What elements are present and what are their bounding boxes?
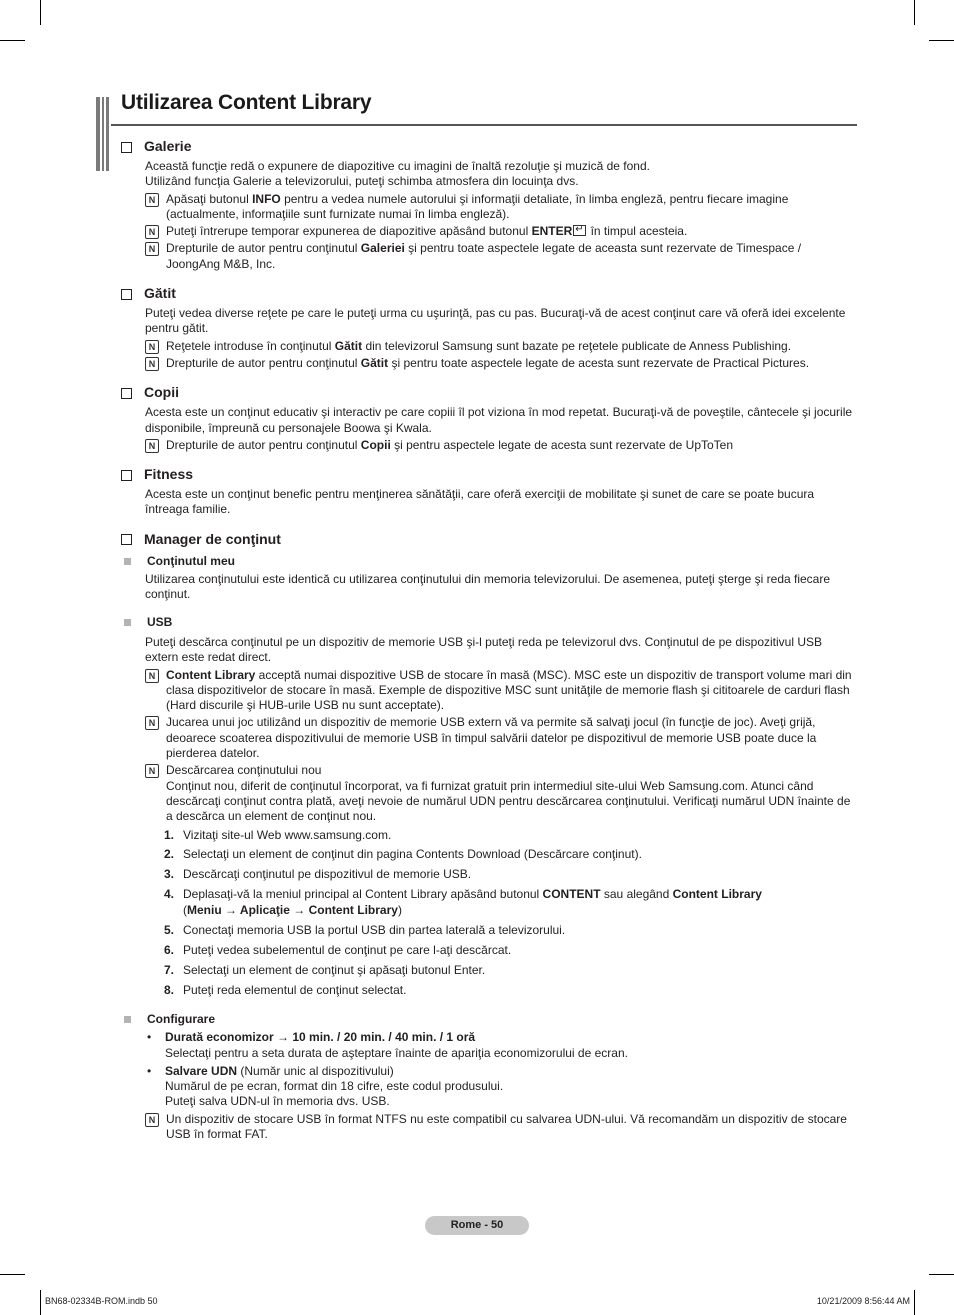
note-bold: Copii [360, 437, 391, 452]
bullet-text: Selectaţi pentru a seta durata de aşteptare înainte de apariţia economizorului de ecran. [165, 1045, 628, 1060]
note [145, 356, 857, 371]
paragraph: Puteţi vedea diverse reţete pe care le puteţi urma cu uşurinţă, pas cu pas. Bucuraţi-vă de acest conţinut care vă oferă idei excelente pentru gătit. [145, 306, 846, 336]
crop-mark [0, 40, 25, 41]
footer-datetime: 10/21/2009 8:56:44 AM [816, 1296, 910, 1306]
note-icon: N [145, 242, 159, 256]
subsection-heading: USB [147, 614, 173, 629]
square-bullet-icon [121, 470, 132, 481]
section-galerie [121, 137, 857, 272]
section-heading: Manager de conţinut [144, 530, 281, 547]
title-divider [111, 124, 857, 126]
note-icon: N [145, 764, 159, 778]
note [145, 339, 857, 354]
note-icon: N [145, 357, 159, 371]
step-text: Conectaţi memoria USB la portul USB din partea laterală a televizorului. [183, 922, 566, 937]
section-fitness [121, 465, 857, 518]
paragraph: Această funcţie redă o expunere de diapozitive cu imagini de înaltă rezoluţie şi muzică de fond. [145, 159, 650, 173]
section-gatit [121, 284, 857, 371]
bullet-bold: 10 min. / 20 min. / 40 min. / 1 oră [292, 1030, 476, 1045]
list-item [164, 983, 857, 998]
step-text: Selectaţi un element de conţinut şi apăsaţi butonul Enter. [183, 962, 486, 977]
enter-icon [573, 225, 586, 236]
note-bold: Galeriei [360, 241, 405, 256]
bullet-text: Puteţi salva UDN-ul în memoria dvs. USB. [165, 1094, 390, 1109]
square-bullet-icon [121, 142, 132, 153]
title-decoration [96, 97, 110, 171]
paragraph: Puteţi descărca conţinutul pe un dispozitiv de memorie USB şi-l puteţi reda pe televizorul dvs. Conţinutul de pe dispozitivul USB extern este redat direct. [145, 634, 823, 665]
crop-mark [914, 1290, 915, 1315]
bullet-dot-icon: • [147, 1063, 152, 1078]
step-number: 3. [164, 867, 175, 882]
note-text: Un dispozitiv de stocare USB în format NTFS nu este compatibil cu salvarea UDN-ului. Vă recomandăm un dispozitiv de stocare USB în format FAT. [166, 1111, 847, 1142]
note-text: Conţinut nou, diferit de conţinutul încorporat, va fi furnizat gratuit prin intermediul site-ului Web Samsung.com. Atunci când descărcaţi conţinut contra plată, aveţi nevoie de numărul UDN pentru descărcarea conţinutului. Verificaţi numărul UDN înainte de a descărca un element de conţinut nou. [166, 778, 851, 824]
crop-mark [40, 0, 41, 25]
note-icon: N [145, 193, 159, 207]
paragraph: Utilizarea conţinutului este identică cu utilizarea conţinutului din memoria televizorului. De asemenea, puteţi şterge şi reda fiecare conţinut. [145, 572, 831, 602]
section-heading: Galerie [144, 138, 192, 154]
note-icon: N [145, 340, 159, 354]
step-number: 8. [164, 982, 175, 997]
note-icon: N [145, 1113, 159, 1127]
note-bold: INFO [252, 191, 281, 206]
square-bullet-icon [121, 388, 132, 399]
note [145, 241, 857, 272]
list-item [147, 1064, 857, 1110]
note-icon: N [145, 716, 159, 730]
note [145, 438, 857, 453]
step-bold: Meniu [187, 902, 222, 917]
paragraph: Utilizând funcţia Galerie a televizorului, puteţi schimba atmosfera din locuinţa dvs. [145, 174, 579, 189]
step-number: 1. [164, 827, 175, 842]
note [145, 668, 857, 714]
bullet-text: Numărul de pe ecran, format din 18 cifre, este codul produsului. [165, 1079, 504, 1094]
step-text: Vizitaţi site-ul Web www.samsung.com. [183, 827, 392, 842]
step-text [183, 887, 762, 918]
gray-square-icon [124, 1016, 131, 1023]
bullet-text: → [273, 1030, 293, 1045]
note-text: din televizorul Samsung sunt bazate pe reţetele publicate de Anness Publishing. [362, 338, 792, 353]
crop-mark [40, 1290, 41, 1315]
download-steps [164, 828, 857, 998]
step-number: 6. [164, 942, 175, 957]
step-bold: → [221, 902, 240, 917]
note-text: pentru a vedea numele autorului şi informaţii detaliate, în limba engleză, pentru fiecare imagine (actualmente, informaţiile sunt furnizate numai în limba engleză). [166, 191, 789, 221]
note-text: şi pentru toate aspectele legate de aceasta sunt rezervate de Timespace / JoongAng M&B, Inc. [166, 241, 802, 271]
note-bold: Gătit [360, 355, 389, 370]
note-text: Jucarea unui joc utilizând un dispozitiv de memorie USB extern vă va permite să salvaţi jocul (în funcţie de joc). Aveţi grijă, deoarece scoaterea dispozitivului de memorie USB în timpul salvării datelor pe dispozitivul de memorie USB poate duce la pierderea datelor. [166, 715, 817, 761]
note-text: Drepturile de autor pentru conţinutul [166, 437, 361, 452]
note-bold: Gătit [334, 338, 363, 353]
footer-file: BN68-02334B-ROM.indb 50 [45, 1296, 158, 1306]
note-text: în timpul acesteia. [587, 224, 688, 239]
step-text: Descărcaţi conţinutul pe dispozitivul de memorie USB. [183, 867, 472, 882]
step-text-part: ( [183, 902, 187, 917]
subsection-heading: Configurare [147, 1011, 216, 1026]
note-icon: N [145, 225, 159, 239]
section-heading: Fitness [144, 466, 194, 483]
note-text: Drepturile de autor pentru conţinutul [166, 355, 361, 370]
gray-square-icon [124, 619, 131, 626]
note-bold: ENTER [531, 224, 573, 239]
section-manager [121, 530, 857, 1143]
square-bullet-icon [121, 289, 132, 300]
paragraph: Acesta este un conţinut benefic pentru menţinerea sănătăţii, care oferă exerciţii de mobilitate şi sunet de care se poate bucura întreaga familie. [145, 487, 815, 517]
subsection-heading: Conţinutul meu [147, 553, 235, 568]
note-icon: N [145, 439, 159, 453]
note [145, 715, 857, 761]
note [145, 224, 857, 239]
step-bold: → [289, 902, 309, 917]
bullet-bold: Salvare UDN [165, 1063, 238, 1078]
section-heading: Gătit [144, 285, 176, 302]
step-bold: Content Library [308, 902, 398, 917]
bullet-text: (Număr unic al dispozitivului) [237, 1063, 394, 1078]
gray-square-icon [124, 558, 131, 565]
note [145, 192, 857, 223]
note-text: şi pentru aspectele legate de acesta sunt rezervate de UpToTen [390, 437, 734, 452]
note-icon: N [145, 669, 159, 683]
note-text: Reţetele introduse în conţinutul [166, 338, 335, 353]
list-item [164, 963, 857, 978]
note-title: Descărcarea conţinutului nou [166, 763, 322, 778]
step-number: 2. [164, 847, 175, 862]
step-bold: Content Library [672, 887, 762, 902]
section-copii [121, 383, 857, 453]
main-content [121, 137, 857, 1142]
page-title: Utilizarea Content Library [121, 91, 372, 114]
crop-mark [914, 0, 915, 25]
step-bold: Aplicaţie [239, 902, 290, 917]
note-text: şi pentru toate aspectele legate de acesta sunt rezervate de Practical Pictures. [388, 355, 810, 370]
paragraph: Acesta este un conţinut educativ şi interactiv pe care copiii îl pot viziona în mod repetat. Bucuraţi-vă de poveştile, cântecele şi jocurile disponibile, împreună cu personajele Boowa şi Kwala. [145, 405, 853, 435]
list-item [164, 828, 857, 843]
step-text: Puteţi vedea subelementul de conţinut pe care l-aţi descărcat. [183, 942, 512, 957]
step-text-part: sau alegând [600, 887, 673, 902]
note-bold: Content Library [166, 667, 256, 682]
list-item [164, 847, 857, 862]
step-text-part: Deplasaţi-vă la meniul principal al Content Library apăsând butonul [183, 887, 543, 902]
page-number-badge: Rome - 50 [425, 1216, 529, 1235]
note-text: Drepturile de autor pentru conţinutul [166, 241, 361, 256]
bullet-bold: Durată economizor [165, 1030, 274, 1045]
note [145, 1112, 857, 1143]
step-text-part: ) [397, 902, 402, 917]
step-number: 7. [164, 962, 175, 977]
crop-mark [929, 40, 954, 41]
list-item [164, 923, 857, 938]
section-heading: Copii [144, 384, 179, 401]
step-text: Selectaţi un element de conţinut din pagina Contents Download (Descărcare conţinut). [183, 847, 642, 862]
list-item [164, 887, 857, 918]
step-number: 5. [164, 922, 175, 937]
note-text: Apăsaţi butonul [166, 191, 253, 206]
step-bold: CONTENT [542, 887, 601, 902]
step-number: 4. [164, 887, 175, 902]
crop-mark [0, 1274, 25, 1275]
square-bullet-icon [121, 534, 132, 545]
note-text: acceptă numai dispozitive USB de stocare în masă (MSC). MSC este un dispozitiv de transport volume mari din clasa dispozitivelor de stocare în masă. Exemple de dispozitive MSC sunt unităţile de memorie flash şi cititoarele de carduri flash (Hard discurile şi HUB-urile USB nu sunt acceptate). [166, 667, 852, 713]
list-item [164, 943, 857, 958]
note [145, 763, 857, 824]
step-text: Puteţi reda elementul de conţinut selectat. [183, 982, 407, 997]
crop-mark [929, 1274, 954, 1275]
list-item [147, 1030, 857, 1061]
list-item [164, 867, 857, 882]
note-text: Puteţi întrerupe temporar expunerea de diapozitive apăsând butonul [166, 224, 532, 239]
bullet-dot-icon: • [147, 1030, 152, 1045]
